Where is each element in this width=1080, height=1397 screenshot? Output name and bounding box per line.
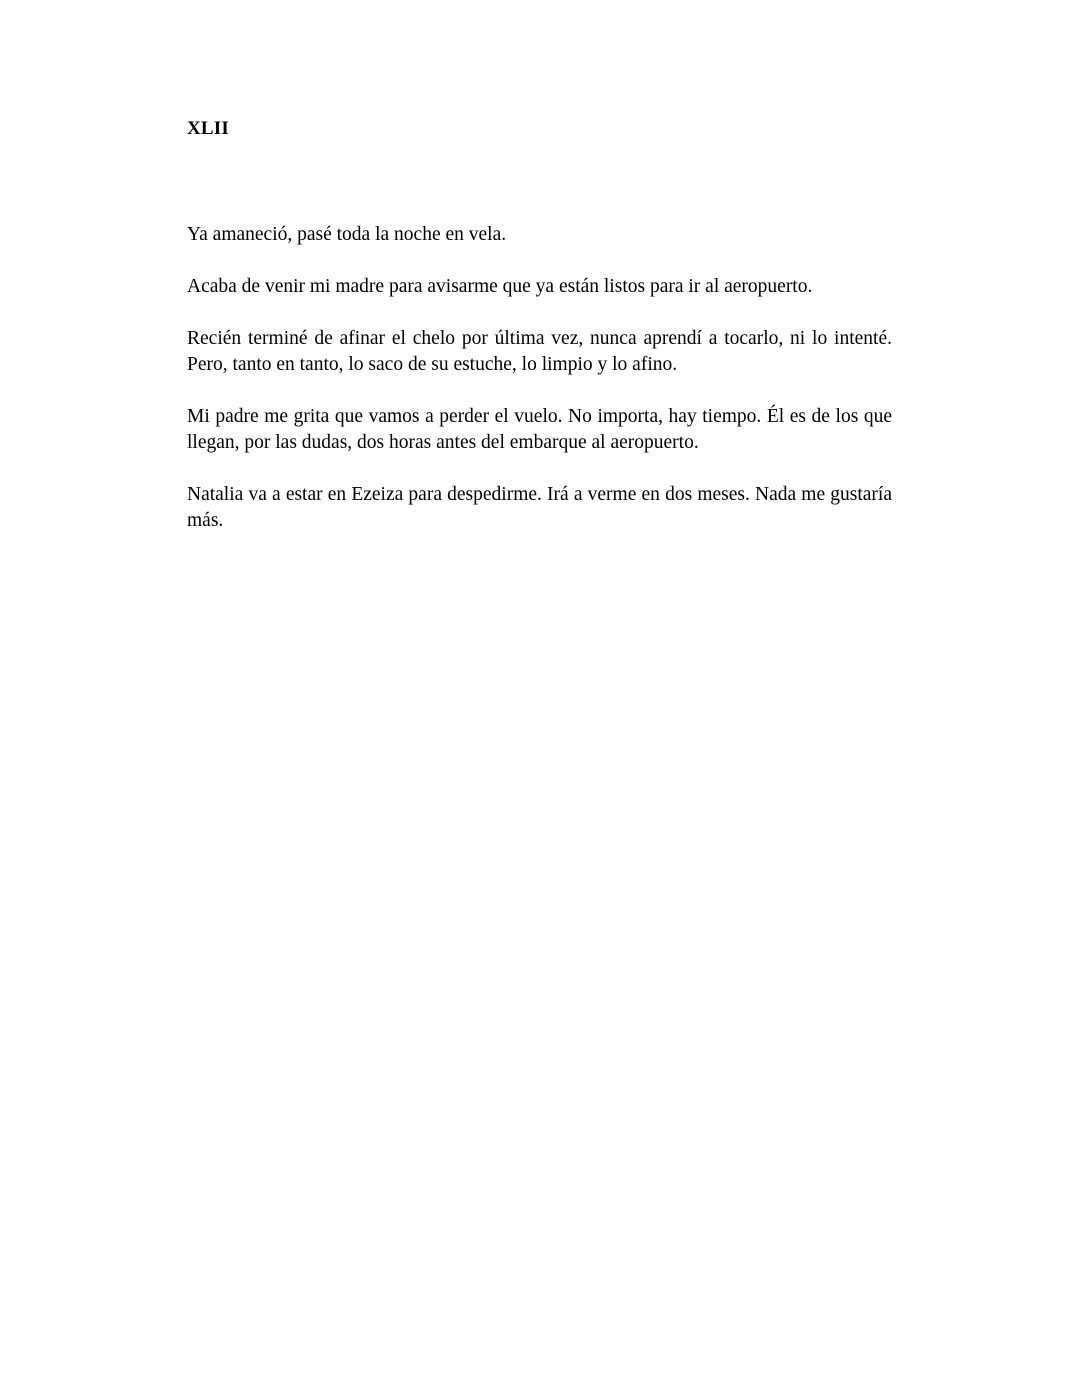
paragraph-4: Mi padre me grita que vamos a perder el vuelo. No importa, hay tiempo. Él es de los que llegan, por las dudas, dos horas antes del embarque al aeropuerto. (187, 406, 892, 453)
paragraph-5: Natalia va a estar en Ezeiza para despedirme. Irá a verme en dos meses. Nada me gustaría más. (187, 484, 892, 531)
paragraph-2: Acaba de venir mi madre para avisarme que ya están listos para ir al aeropuerto. (187, 276, 813, 297)
paragraph-3: Recién terminé de afinar el chelo por última vez, nunca aprendí a tocarlo, ni lo intenté. Pero, tanto en tanto, lo saco de su estuche, lo limpio y lo afino. (187, 328, 892, 375)
body-text (187, 222, 892, 560)
paragraph-1: Ya amaneció, pasé toda la noche en vela. (187, 224, 507, 245)
chapter-heading: XLII (187, 118, 229, 139)
